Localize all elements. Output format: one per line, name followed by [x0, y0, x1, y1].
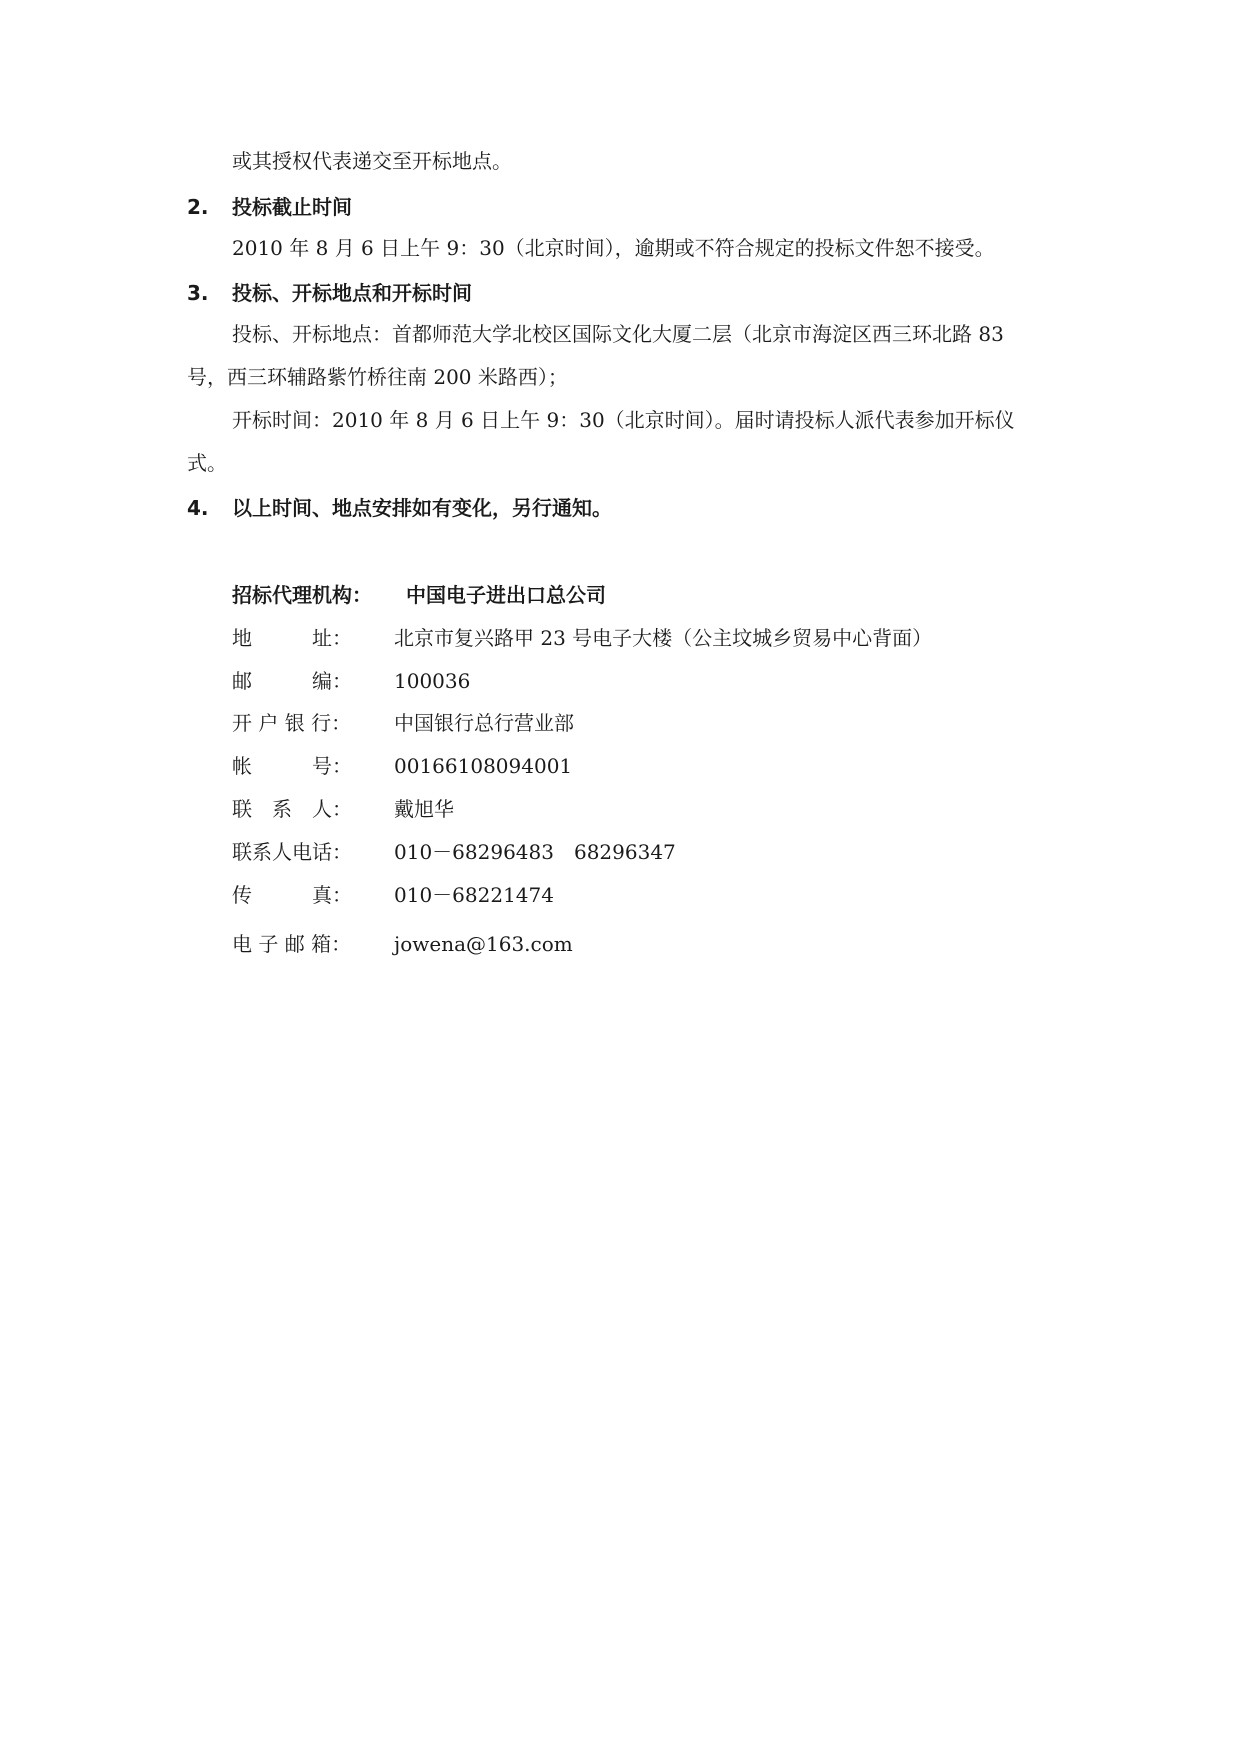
section-number: 2. — [187, 195, 209, 219]
contact-value: 中国银行总行营业部 — [394, 711, 574, 735]
contact-label: 联系人电话： — [232, 840, 352, 864]
contact-label: 帐 号： — [232, 754, 352, 778]
section-paragraph: 开标时间：2010 年 8 月 6 日上午 9：30（北京时间）。届时请投标人派代表参加开标仪 — [232, 408, 1015, 432]
email-link[interactable]: jowena@163.com — [394, 932, 573, 956]
section-number: 3. — [187, 281, 209, 305]
contact-value: 北京市复兴路甲 23 号电子大楼（公主坟城乡贸易中心背面） — [394, 626, 933, 650]
contact-value: 戴旭华 — [394, 797, 454, 821]
section-heading: 以上时间、地点安排如有变化，另行通知。 — [232, 496, 612, 520]
continuation-text: 或其授权代表递交至开标地点。 — [232, 149, 512, 173]
agency-label: 招标代理机构： — [232, 583, 372, 607]
section-paragraph: 2010 年 8 月 6 日上午 9：30（北京时间），逾期或不符合规定的投标文件恕不接受。 — [232, 236, 995, 260]
section-heading: 投标截止时间 — [232, 195, 352, 219]
contact-value: 100036 — [394, 669, 471, 693]
contact-label: 联 系 人： — [232, 797, 352, 821]
agency-name: 中国电子进出口总公司 — [406, 583, 606, 607]
contact-label: 电 子 邮 箱： — [232, 932, 352, 956]
contact-label: 传 真： — [232, 883, 352, 907]
contact-value: 010－68221474 — [394, 883, 554, 907]
contact-label: 开 户 银 行： — [232, 711, 352, 735]
section-paragraph: 式。 — [187, 451, 227, 475]
contact-label: 邮 编： — [232, 669, 352, 693]
section-paragraph: 投标、开标地点：首都师范大学北校区国际文化大厦二层（北京市海淀区西三环北路 83 — [232, 322, 1004, 346]
contact-value: 00166108094001 — [394, 754, 573, 778]
contact-label: 地 址： — [232, 626, 352, 650]
section-heading: 投标、开标地点和开标时间 — [232, 281, 472, 305]
section-paragraph: 号，西三环辅路紫竹桥往南 200 米路西）； — [187, 365, 568, 389]
section-number: 4. — [187, 496, 209, 520]
contact-value: 010－68296483 68296347 — [394, 840, 676, 864]
